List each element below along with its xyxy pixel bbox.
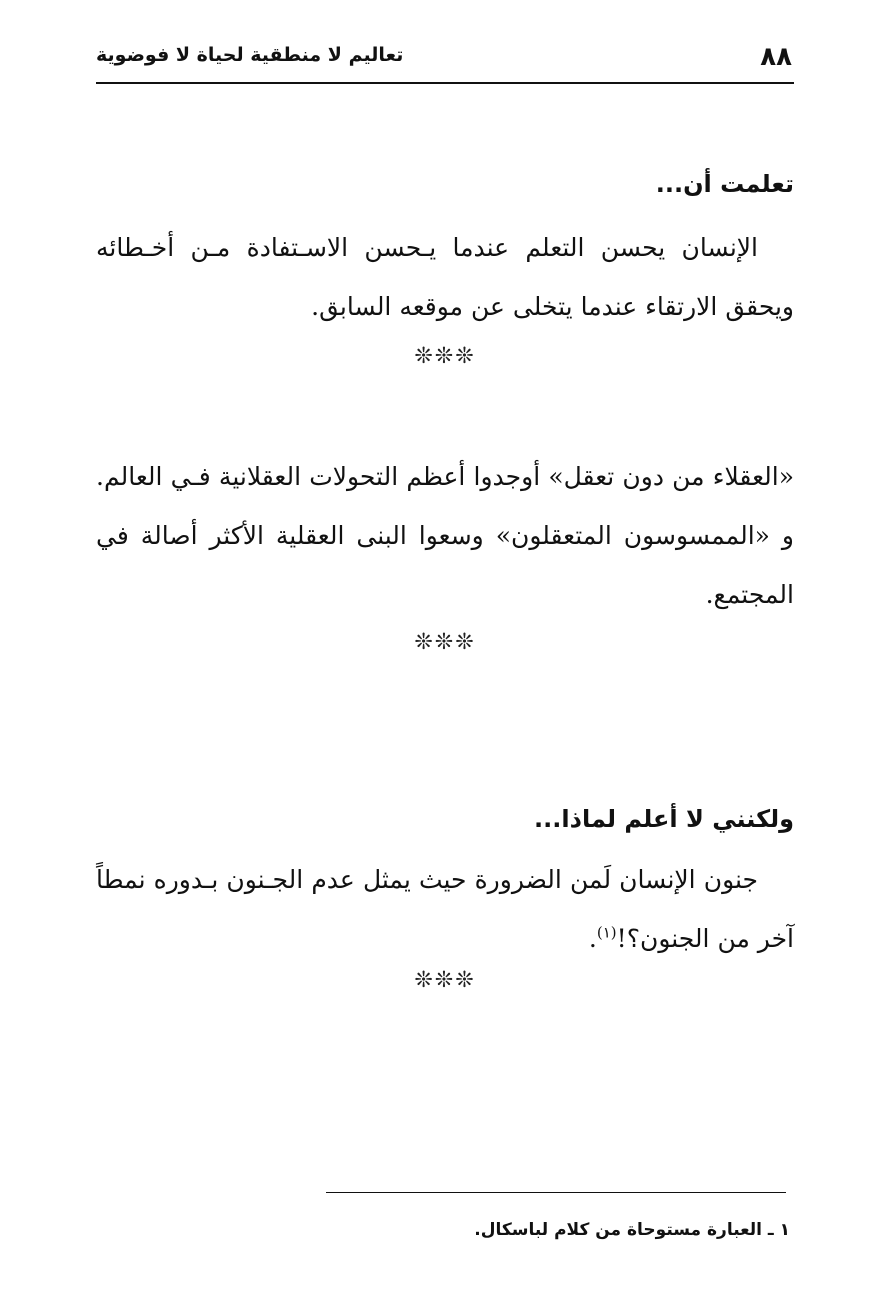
running-title: تعاليم لا منطقية لحياة لا فوضوية <box>96 44 404 66</box>
page-number: ٨٨ <box>760 42 792 72</box>
section-learned <box>96 170 794 198</box>
section-heading: ولكنني لا أعلم لماذا... <box>534 805 794 833</box>
paragraph-text: جنون الإنسان لَمن الضرورة حيث يمثل عدم الجـنون بـدوره نمطاً آخر من الجنون؟! <box>96 865 794 953</box>
paragraph: الإنسان يحسن التعلم عندما يـحسن الاسـتفادة مـن أخـطائه ويحقق الارتقاء عندما يتخلى عن موقعه السابق. <box>96 233 794 321</box>
section-separator: ❊❊❊ <box>414 630 476 655</box>
paragraph <box>96 850 794 968</box>
section-heading: تعلمت أن... <box>655 170 794 198</box>
paragraph: «العقلاء من دون تعقل» أوجدوا أعظم التحولات العقلانية فـي العالم. و «الممسوسون المتعقلون» وسعوا البنى العقلية الأكثر أصالة في المجتمع. <box>96 462 794 609</box>
footnote: ١ ـ العبارة مستوحاة من كلام لباسكال. <box>474 1220 790 1240</box>
section-why-body <box>96 850 794 968</box>
footnote-reference: (١) <box>596 923 617 942</box>
section-why <box>96 805 794 833</box>
footnote-rule <box>326 1192 786 1193</box>
header-rule <box>96 82 794 84</box>
section-separator: ❊❊❊ <box>414 968 476 993</box>
section-learned-body <box>96 218 794 336</box>
section-separator: ❊❊❊ <box>414 344 476 369</box>
closing-period: . <box>588 924 597 953</box>
page-header <box>96 40 794 80</box>
section-wise <box>96 447 794 624</box>
